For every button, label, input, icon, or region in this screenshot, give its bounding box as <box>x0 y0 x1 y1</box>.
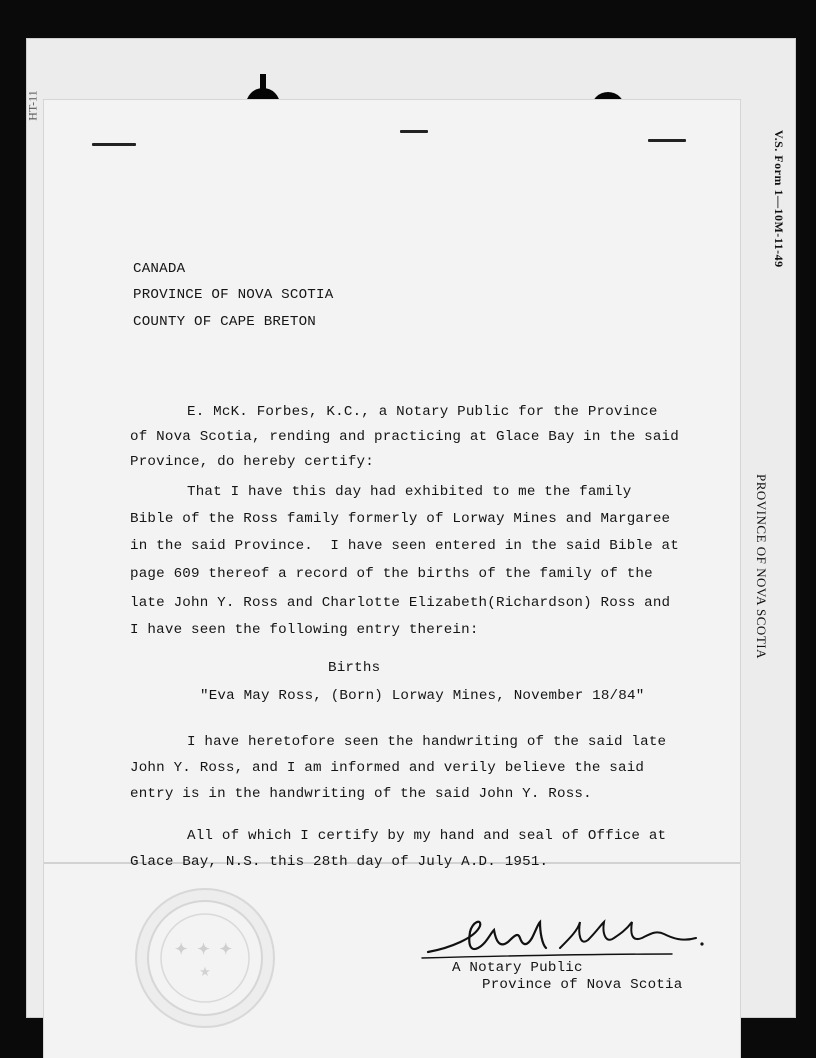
exhibit-line-6: I have seen the following entry therein: <box>130 622 479 638</box>
intro-line-2: of Nova Scotia, rending and practicing at Glace Bay in the said <box>130 429 679 445</box>
certify-line-1: All of which I certify by my hand and seal of Office at <box>187 828 667 844</box>
exhibit-line-5: late John Y. Ross and Charlotte Elizabeth(Richardson) Ross and <box>130 595 671 611</box>
province-vertical-label: PROVINCE OF NOVA SCOTIA <box>754 474 769 659</box>
province-heading: PROVINCE OF NOVA SCOTIA <box>133 287 334 303</box>
top-dash-center <box>400 130 428 133</box>
signature-province: Province of Nova Scotia <box>482 977 683 993</box>
form-number: V.S. Form 1—10M-11-49 <box>772 130 786 268</box>
exhibit-line-2: Bible of the Ross family formerly of Lorway Mines and Margaree <box>130 511 671 527</box>
svg-text:★: ★ <box>199 964 211 979</box>
county-heading: COUNTY OF CAPE BRETON <box>133 314 316 330</box>
certify-line-2: Glace Bay, N.S. this 28th day of July A.D. 1951. <box>130 854 549 870</box>
handwriting-line-1: I have heretofore seen the handwriting of the said late <box>187 734 667 750</box>
intro-line-3: Province, do hereby certify: <box>130 454 374 470</box>
signature-title: A Notary Public <box>452 960 583 976</box>
intro-line-1: E. McK. Forbes, K.C., a Notary Public for the Province <box>187 404 658 420</box>
exhibit-line-3: in the said Province. I have seen entered in the said Bible at <box>130 538 679 554</box>
notary-signature <box>420 908 710 968</box>
notary-seal <box>135 888 275 1028</box>
handwriting-line-2: John Y. Ross, and I am informed and verily believe the said <box>130 760 645 776</box>
country-heading: CANADA <box>133 261 186 277</box>
births-entry: "Eva May Ross, (Born) Lorway Mines, November 18/84" <box>200 688 645 704</box>
exhibit-line-4: page 609 thereof a record of the births of the family of the <box>130 566 653 582</box>
handwriting-line-3: entry is in the handwriting of the said John Y. Ross. <box>130 786 592 802</box>
exhibit-line-1: That I have this day had exhibited to me the family <box>187 484 632 500</box>
top-dash-right <box>648 139 686 142</box>
births-heading: Births <box>328 660 381 676</box>
margin-mark: HT-11 <box>25 90 40 121</box>
top-dash-left <box>92 143 136 146</box>
svg-text:✦ ✦ ✦: ✦ ✦ ✦ <box>174 942 236 958</box>
